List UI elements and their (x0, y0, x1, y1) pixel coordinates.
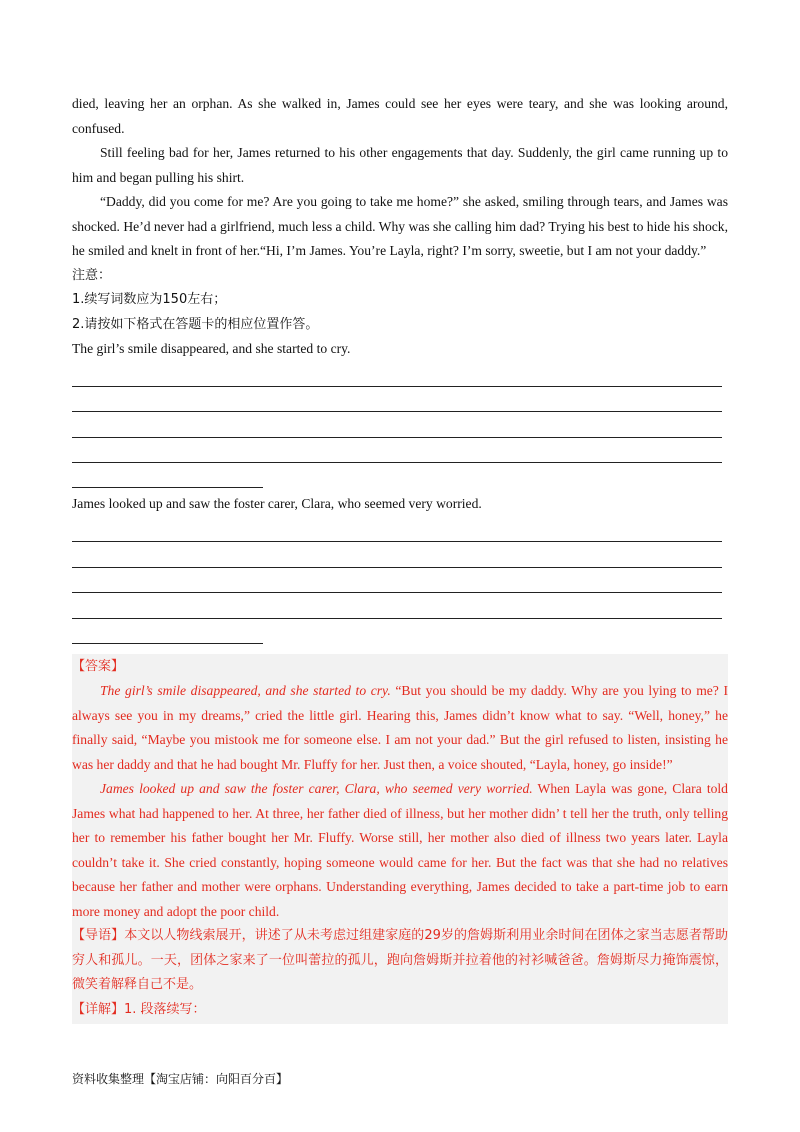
writing-lines-2 (72, 517, 728, 644)
guide-label: 【导语】 (72, 928, 125, 944)
answer-paragraph-2 (72, 777, 728, 924)
page-footer: 资料收集整理【淘宝店铺：向阳百分百】 (72, 1072, 289, 1086)
notes-heading: 注意： (72, 267, 112, 283)
prompt-first: The girl’s smile disappeared, and she started to cry. (72, 341, 351, 356)
story-paragraph-3: “Daddy, did you come for me? Are you going to take me home?” she asked, smiling through tears, and James was shocked. He’d never had a girlfriend, much less a child. Why was she calling him dad? Trying his best to hide his shock, he smiled and knelt in front of her.“Hi, I’m James. You’re Layla, right? I’m sorry, sweetie, but I am not your daddy.” (72, 194, 728, 258)
answer-label (72, 654, 728, 680)
story-paragraph-1: died, leaving her an orphan. As she walked in, James could see her eyes were teary, and she was looking around, confused. (72, 96, 728, 136)
writing-line (72, 362, 722, 387)
detail-paragraph (72, 998, 728, 1023)
answer-para1-lead: The girl’s smile disappeared, and she started to cry. (100, 683, 391, 699)
guide-text: 本文以人物线索展开，讲述了从未考虑过组建家庭的29岁的詹姆斯利用业余时间在团体之家当志愿者帮助穷人和孤儿。一天，团体之家来了一位叫蕾拉的孤儿，跑向詹姆斯并拉着他的衬衫喊爸爸。詹姆斯尽力掩饰震惊，微笑着解释自己不是。 (72, 928, 728, 993)
writing-line (72, 542, 722, 567)
answer-para1-body: “But you should be my daddy. Why are you lying to me? I always see you in my dreams,” cried the little girl. Hearing this, James didn’t know what to say. “Well, honey,” he finally said, “Maybe you mistook me for someone else. I am not your dad.” But the girl refused to listen, insisting he was her daddy and that he had bought Mr. Fluffy for her. Just then, a voice shouted, “Layla, honey, go inside!” (72, 683, 728, 772)
writing-line (72, 463, 263, 488)
writing-line (72, 619, 263, 644)
notes-item-2: 2.请按如下格式在答题卡的相应位置作答。 (72, 316, 319, 332)
writing-line (72, 387, 722, 412)
writing-line (72, 412, 722, 437)
writing-line (72, 517, 722, 542)
story-paragraph-2: Still feeling bad for her, James returned to his other engagements that day. Suddenly, the girl came running up to him and began pulling his shirt. (72, 145, 728, 185)
detail-text: 1. 段落续写： (124, 1001, 206, 1017)
answer-para2-body: When Layla was gone, Clara told James what had happened to her. At three, her father died of illness, but her mother didn’ t tell her the truth, only telling her to remember his father bought her Mr. Fluffy. Worse still, her mother also died of illness two years later. Layla couldn’t take it. She cried constantly, hoping someone would came for her. But the fact was that she had no relatives because her father and mother were orphans. Understanding everything, James decided to take a part-time job to earn more money and adopt the poor child. (72, 781, 728, 919)
writing-line (72, 438, 722, 463)
answer-para2-lead: James looked up and saw the foster carer, Clara, who seemed very worried. (100, 781, 533, 797)
writing-line (72, 568, 722, 593)
prompt-second: James looked up and saw the foster carer, Clara, who seemed very worried. (72, 496, 482, 512)
page-content (72, 92, 728, 1024)
writing-lines-1 (72, 362, 728, 489)
guide-paragraph (72, 924, 728, 998)
answer-paragraph-1 (72, 679, 728, 777)
notes-item-1: 1.续写词数应为150左右； (72, 292, 227, 307)
answer-block (72, 654, 728, 1025)
writing-line (72, 593, 722, 618)
answer-label-text: 【答案】 (72, 658, 125, 674)
detail-label: 【详解】 (72, 1001, 125, 1017)
